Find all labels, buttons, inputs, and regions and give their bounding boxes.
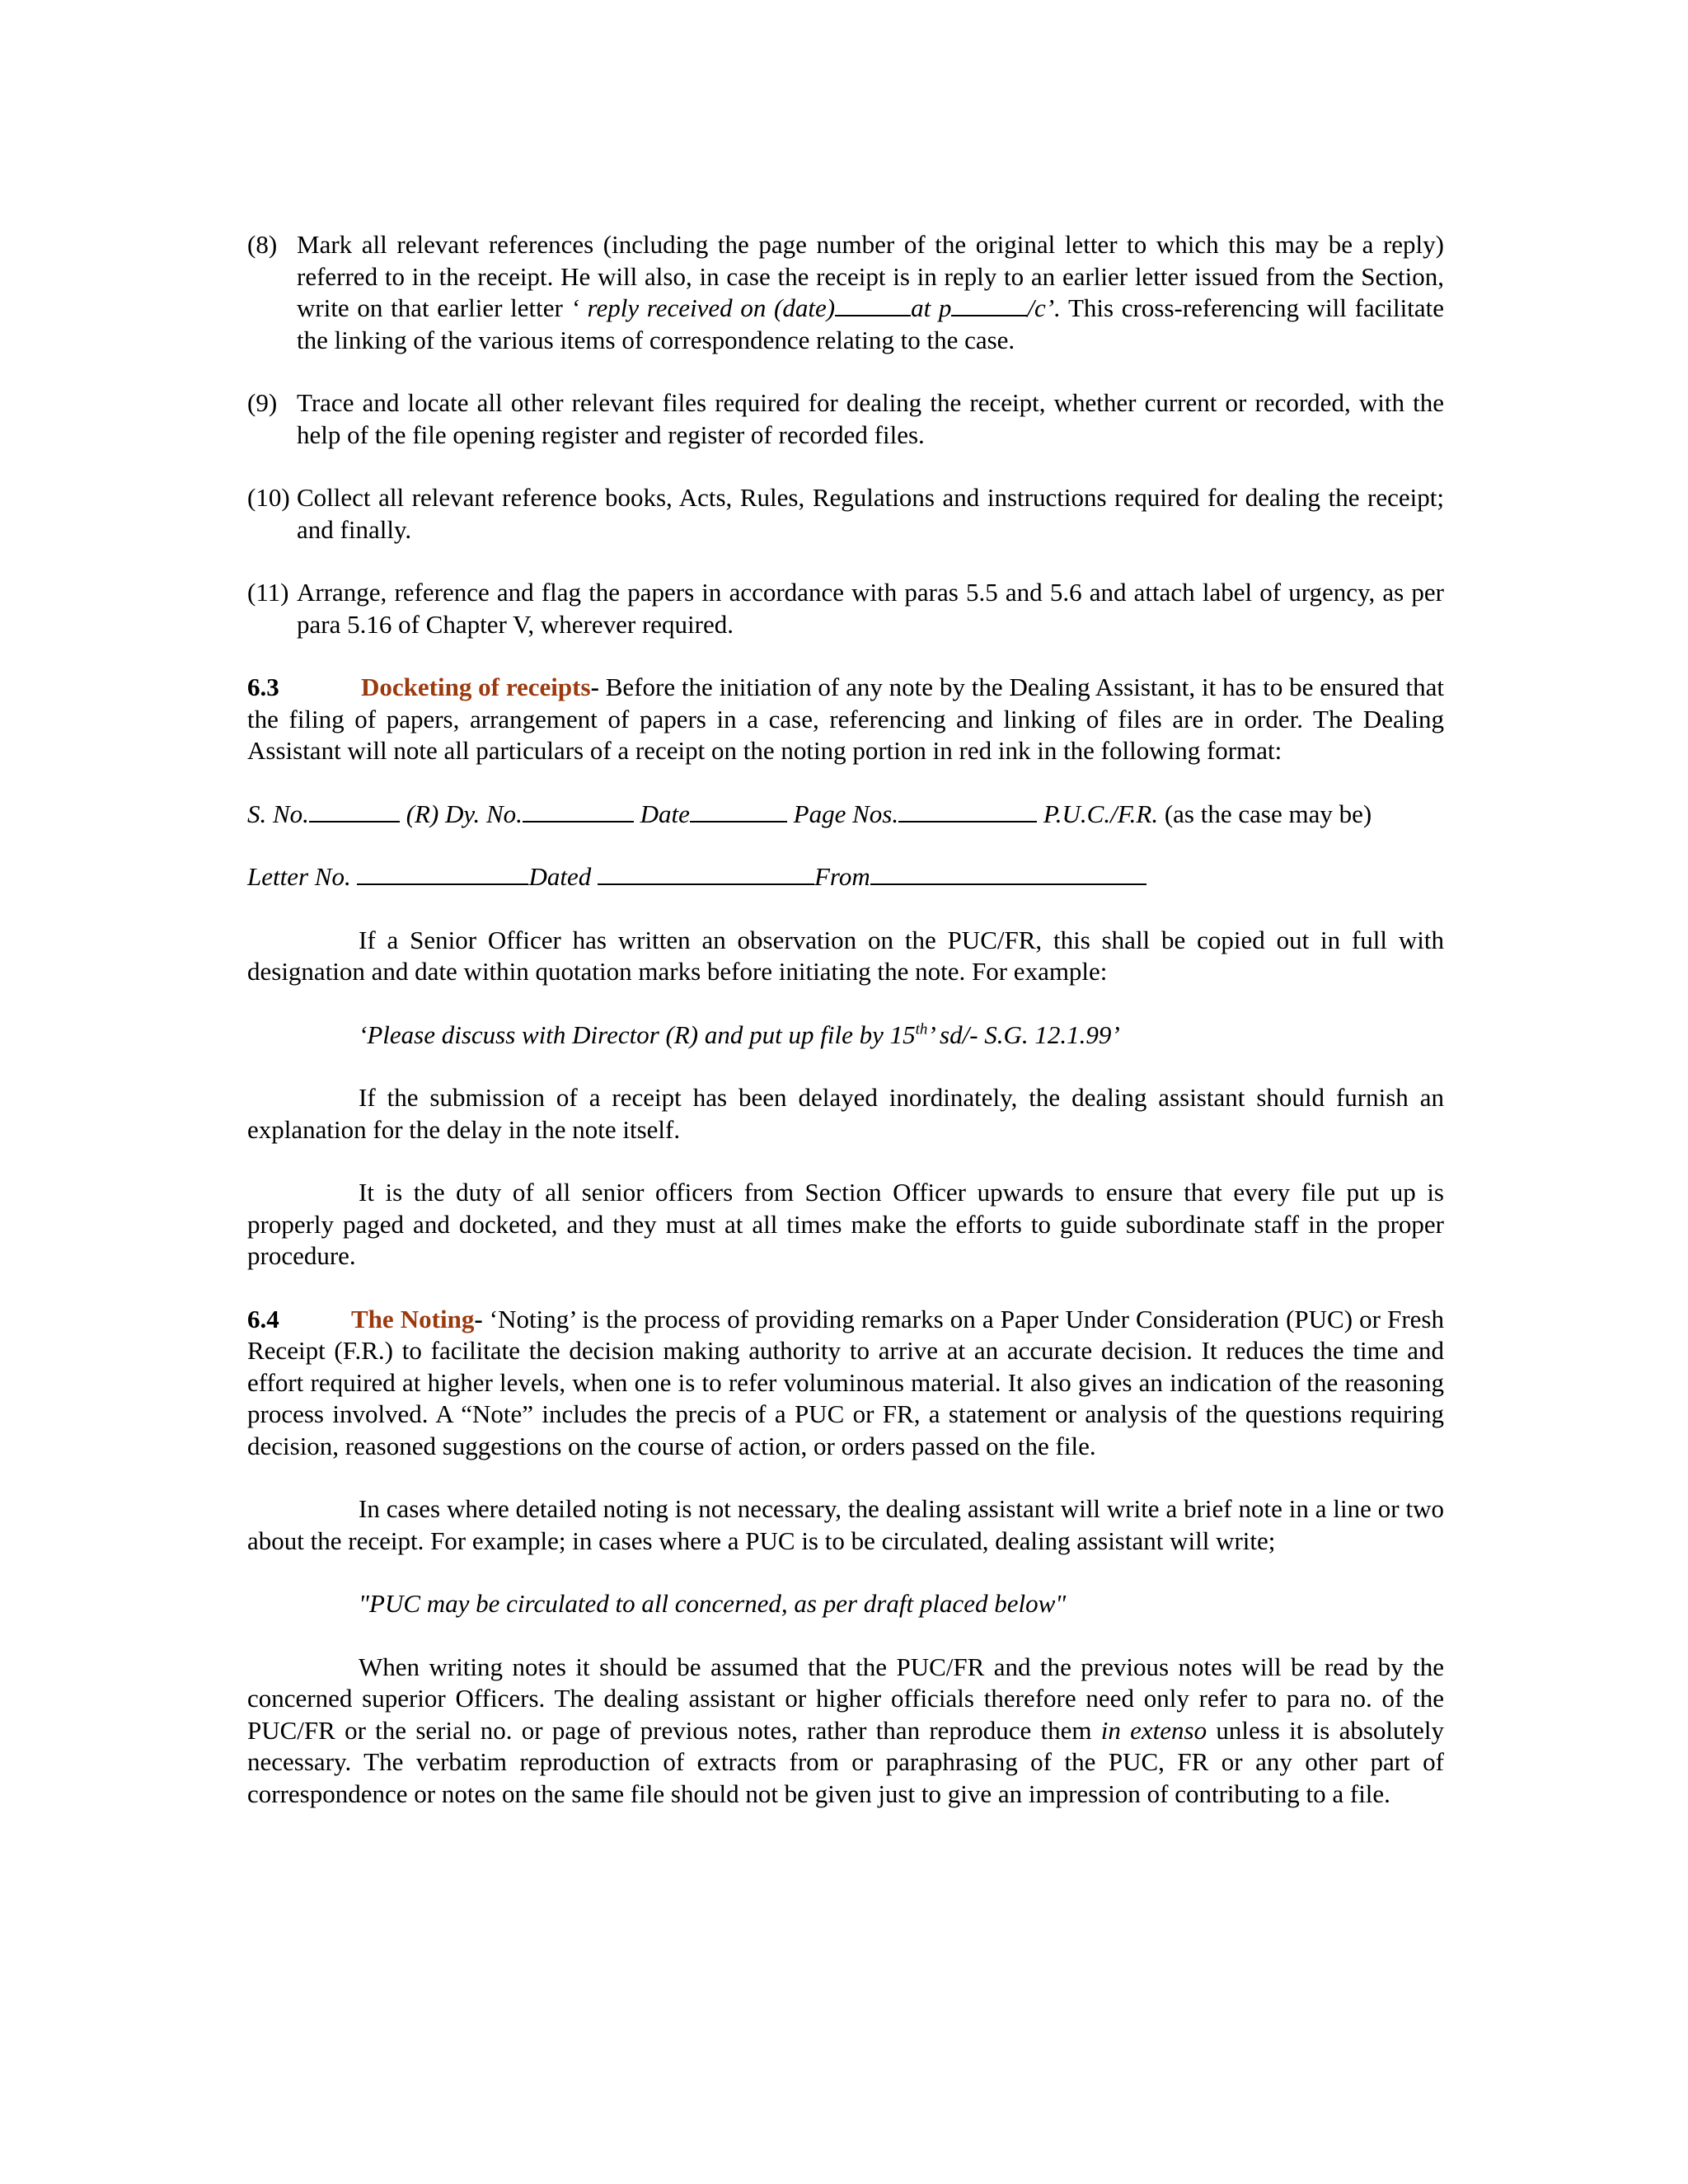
blank-line bbox=[309, 799, 400, 823]
reply-format-part-3: /c’. bbox=[1027, 293, 1061, 322]
reply-format-part-2: at p bbox=[911, 293, 952, 322]
form-label-dyno: (R) Dy. No. bbox=[406, 799, 523, 828]
document-page bbox=[247, 229, 1444, 1810]
example-quote bbox=[247, 1019, 1444, 1052]
section-6-4 bbox=[247, 1304, 1444, 1463]
paragraph-text: unless it is absolutely necessary. The verbatim reproduction of extracts from or paraphrasing of the PUC, FR or any other part of correspondence or notes on the same file should not be given just to give an impression of contributing to a file. bbox=[247, 1715, 1444, 1808]
form-note: (as the case may be) bbox=[1158, 799, 1372, 828]
list-text: Mark all relevant references (including the page number of the original letter to which this may be a reply) referred to in the receipt. He will also, in case the receipt is in reply to an earlier letter issued from the Section, write on that earlier letter bbox=[297, 230, 1444, 322]
blank-line bbox=[357, 862, 528, 885]
section-dash: - bbox=[590, 673, 599, 701]
blank-line bbox=[835, 293, 911, 316]
list-item-9 bbox=[247, 387, 1444, 451]
blank-line bbox=[870, 862, 1146, 885]
list-item-10 bbox=[247, 482, 1444, 546]
paragraph: In cases where detailed noting is not necessary, the dealing assistant will write a brief note in a line or two about the receipt. For example; in cases where a PUC is to be circulated, dealing assistant will write; bbox=[247, 1494, 1444, 1555]
list-text: This cross-referencing will facilitate the linking of the various items of correspondence relating to the case. bbox=[297, 293, 1445, 354]
section-dash: - bbox=[474, 1304, 483, 1333]
form-label-sno: S. No. bbox=[247, 799, 309, 828]
form-label-letter: Letter No. bbox=[247, 862, 358, 891]
receipt-format-line-1 bbox=[247, 799, 1444, 831]
list-text: Arrange, reference and flag the papers in accordance with paras 5.5 and 5.6 and attach label of urgency, as per para 5.16 of Chapter V, wherever required. bbox=[297, 578, 1444, 639]
list-number: (10) bbox=[247, 483, 290, 512]
paragraph-text: When writing notes it should be assumed that the PUC/FR and the previous notes will be read by the concerned superior Officers. The dealing assistant or higher officials therefore need only refer to para no. of the PUC/FR or the serial no. or page of previous notes, rather than reproduce them bbox=[247, 1652, 1444, 1745]
quote-text: ’ sd/- S.G. 12.1.99’ bbox=[927, 1019, 1120, 1049]
receipt-format-line-2 bbox=[247, 861, 1444, 893]
quote-text: ‘Please discuss with Director (R) and put up file by 15 bbox=[359, 1019, 916, 1049]
paragraph: If the submission of a receipt has been delayed inordinately, the dealing assistant should furnish an explanation for the delay in the note itself. bbox=[247, 1083, 1444, 1144]
form-label-dated: Dated bbox=[528, 862, 598, 891]
quote-superscript: th bbox=[915, 1020, 928, 1038]
form-label-puc: P.U.C./F.R. bbox=[1043, 799, 1159, 828]
blank-line bbox=[598, 862, 814, 885]
section-number: 6.3 bbox=[247, 673, 279, 701]
example-quote: "PUC may be circulated to all concerned, as per draft placed below" bbox=[359, 1589, 1067, 1618]
section-title: The Noting bbox=[351, 1304, 475, 1333]
list-text: Trace and locate all other relevant files required for dealing the receipt, whether current or recorded, with the help of the file opening register and register of recorded files. bbox=[297, 388, 1444, 449]
section-text: Before the initiation of any note by the Dealing Assistant, it has to be ensured that the filing of papers, arrangement of papers in a case, referencing and linking of files are in order. The Dealing Assistant will note all particulars of a receipt on the noting portion in red ink in the following format: bbox=[247, 673, 1444, 765]
paragraph: If a Senior Officer has written an observation on the PUC/FR, this shall be copied out in full with designation and date within quotation marks before initiating the note. For example: bbox=[247, 925, 1444, 986]
form-label-pages: Page Nos. bbox=[793, 799, 899, 828]
list-text: Collect all relevant reference books, Acts, Rules, Regulations and instructions required for dealing the receipt; and finally. bbox=[297, 483, 1444, 544]
list-number: (9) bbox=[247, 388, 278, 417]
paragraph bbox=[247, 1652, 1444, 1811]
reply-format-part-1: ‘ reply received on (date) bbox=[570, 293, 836, 322]
blank-line bbox=[690, 799, 787, 823]
blank-line bbox=[523, 799, 634, 823]
section-number: 6.4 bbox=[247, 1304, 279, 1333]
blank-line bbox=[951, 293, 1027, 316]
section-text: ‘Noting’ is the process of providing remarks on a Paper Under Consideration (PUC) or Fresh Receipt (F.R.) to facilitate the decision making authority to arrive at an accurate decision. It reduces the time and effort required at higher levels, when one is to refer voluminous material. It also gives an indication of the reasoning process involved. A “Note” includes the precis of a PUC or FR, a statement or analysis of the questions requiring decision, reasoned suggestions on the course of action, or orders passed on the file. bbox=[247, 1304, 1444, 1460]
list-number: (8) bbox=[247, 230, 278, 259]
section-6-3 bbox=[247, 672, 1444, 767]
list-item-11 bbox=[247, 577, 1444, 640]
list-item-8 bbox=[247, 229, 1444, 356]
blank-line bbox=[898, 799, 1037, 823]
form-label-date: Date bbox=[640, 799, 690, 828]
latin-phrase: in extenso bbox=[1100, 1715, 1207, 1745]
paragraph: It is the duty of all senior officers from Section Officer upwards to ensure that every file put up is properly paged and docketed, and they must at all times make the efforts to guide subordinate staff in the proper procedure. bbox=[247, 1178, 1444, 1270]
section-title: Docketing of receipts bbox=[361, 673, 591, 701]
list-number: (11) bbox=[247, 578, 289, 607]
form-label-from: From bbox=[814, 862, 870, 891]
